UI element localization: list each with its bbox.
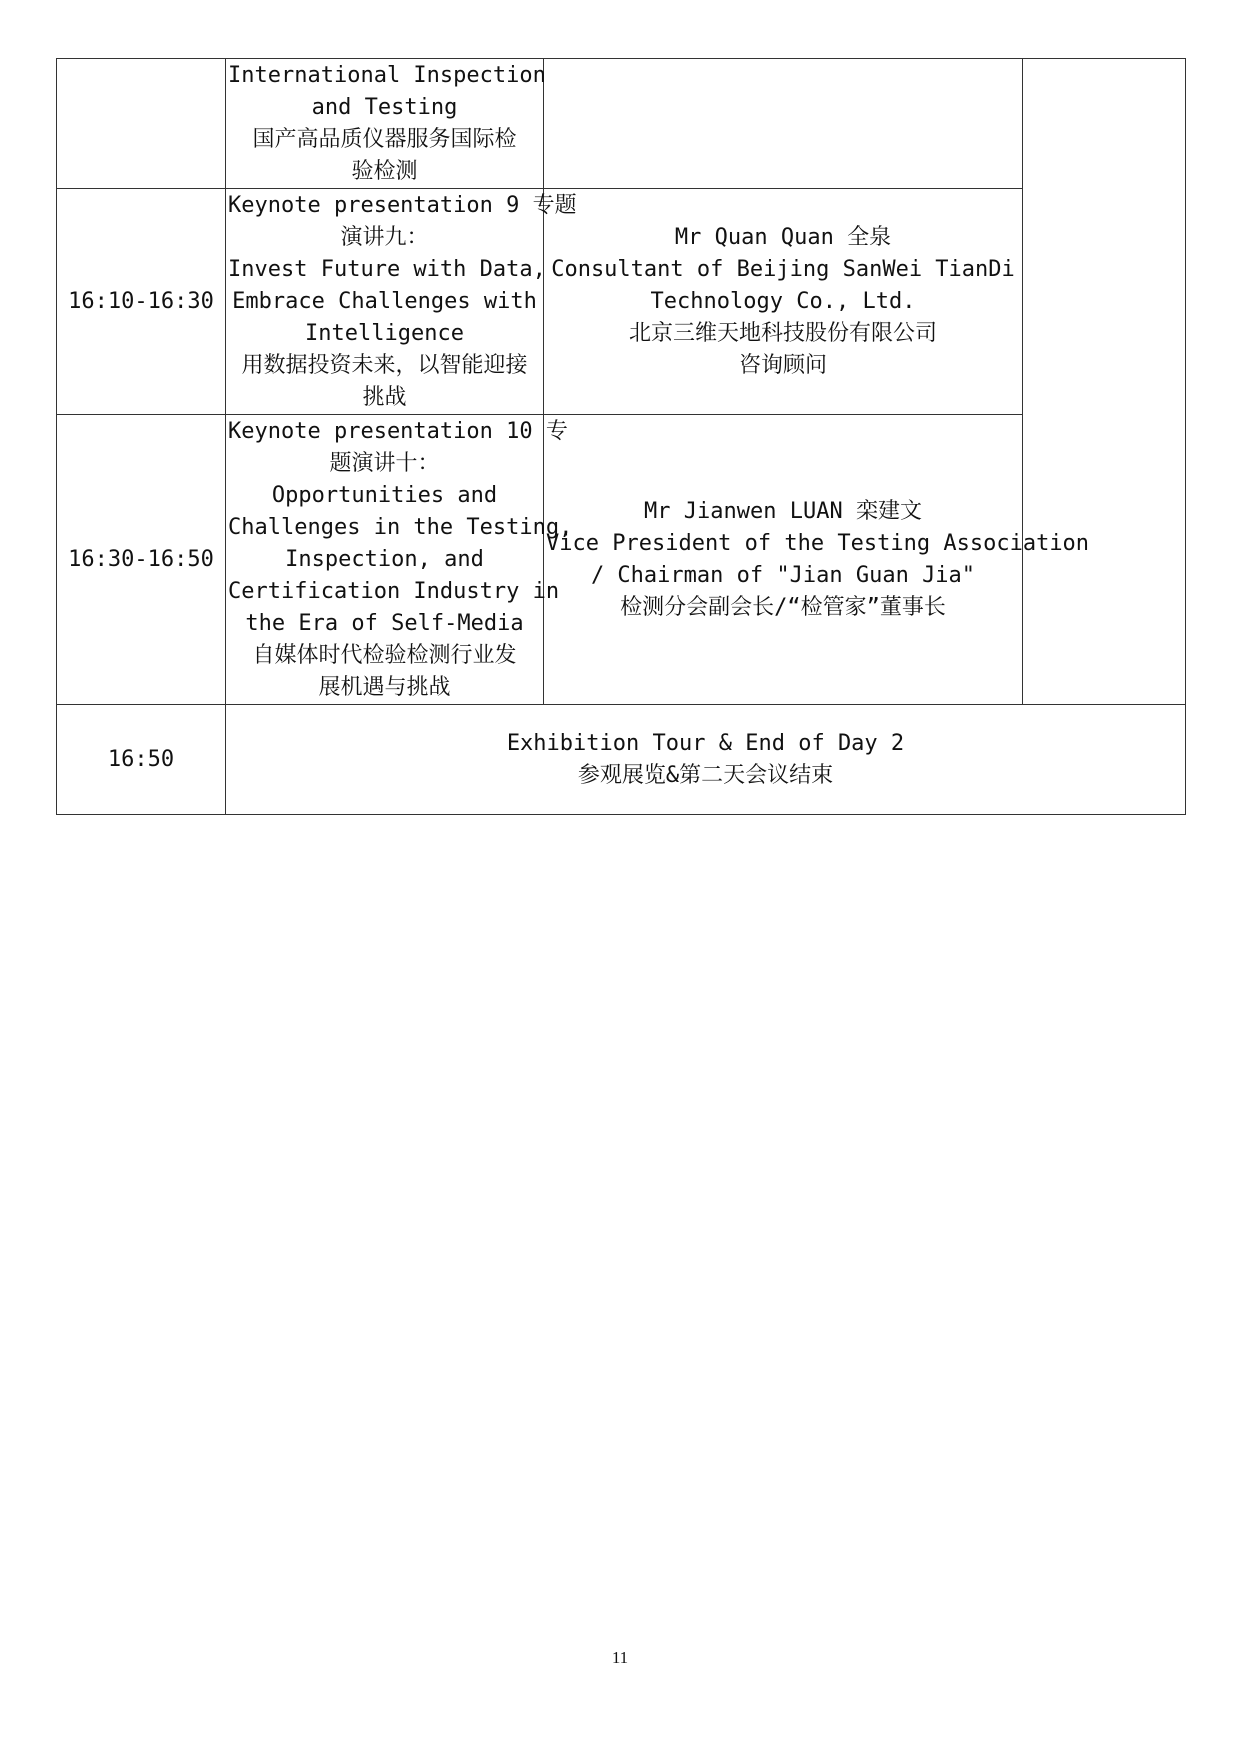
topic-line: and Testing bbox=[311, 94, 458, 120]
topic-line: Certification Industry in bbox=[228, 578, 560, 604]
topic-line: 自媒体时代检验检测行业发 bbox=[252, 642, 517, 668]
table-row bbox=[57, 189, 1186, 415]
speaker-line: 咨询顾问 bbox=[738, 352, 827, 378]
topic-line: Embrace Challenges with bbox=[232, 288, 537, 314]
topic-line: 演讲九： bbox=[340, 224, 429, 250]
speaker-cell bbox=[544, 415, 1090, 705]
table-row bbox=[57, 415, 1186, 705]
table-row bbox=[57, 705, 1186, 815]
agenda-table bbox=[56, 58, 1186, 815]
speaker-line: Consultant of Beijing SanWei TianDi bbox=[551, 256, 1015, 282]
topic-line: the Era of Self-Media bbox=[245, 610, 524, 636]
topic-line: Challenges in the Testing, bbox=[228, 514, 573, 540]
topic-line: 国产高品质仪器服务国际检 bbox=[252, 126, 517, 152]
topic-line: 题演讲十： bbox=[329, 450, 440, 476]
topic-cell bbox=[226, 415, 573, 705]
topic-line: Intelligence bbox=[305, 320, 464, 346]
time-cell bbox=[57, 59, 226, 189]
topic-line: Invest Future with Data, bbox=[228, 256, 546, 282]
time-cell: 16:50 bbox=[57, 705, 226, 815]
topic-line: 验检测 bbox=[351, 158, 418, 184]
speaker-line: 北京三维天地科技股份有限公司 bbox=[628, 320, 937, 346]
speaker-cell bbox=[544, 189, 1023, 415]
topic-cell bbox=[226, 59, 544, 189]
topic-line: 用数据投资未来，以智能迎接 bbox=[241, 352, 528, 378]
topic-cell bbox=[226, 189, 577, 415]
chair-cell bbox=[1023, 59, 1186, 705]
topic-line: International Inspection bbox=[228, 62, 546, 88]
time-cell: 16:10-16:30 bbox=[57, 189, 226, 415]
closing-cell bbox=[226, 705, 1186, 815]
table-row bbox=[57, 59, 1186, 189]
topic-line: Inspection, and bbox=[285, 546, 484, 572]
time-cell: 16:30-16:50 bbox=[57, 415, 226, 705]
speaker-line: 检测分会副会长/“检管家”董事长 bbox=[620, 594, 946, 620]
topic-line: 挑战 bbox=[362, 384, 407, 410]
closing-line: Exhibition Tour & End of Day 2 bbox=[506, 730, 905, 756]
speaker-line: Mr Quan Quan 全泉 bbox=[674, 224, 892, 250]
closing-line: 参观展览&第二天会议结束 bbox=[577, 762, 834, 788]
topic-line: 展机遇与挑战 bbox=[318, 674, 451, 700]
speaker-line: Technology Co., Ltd. bbox=[650, 288, 916, 314]
speaker-cell bbox=[544, 59, 1023, 189]
speaker-line: / Chairman of "Jian Guan Jia" bbox=[590, 562, 976, 588]
page-number: 11 bbox=[611, 1648, 629, 1667]
topic-line: Keynote presentation 10 专 bbox=[228, 418, 568, 444]
speaker-line: Mr Jianwen LUAN 栾建文 bbox=[644, 498, 922, 524]
topic-line: Opportunities and bbox=[271, 482, 498, 508]
topic-line: Keynote presentation 9 专题 bbox=[228, 192, 577, 218]
speaker-line: Vice President of the Testing Association bbox=[546, 530, 1090, 556]
